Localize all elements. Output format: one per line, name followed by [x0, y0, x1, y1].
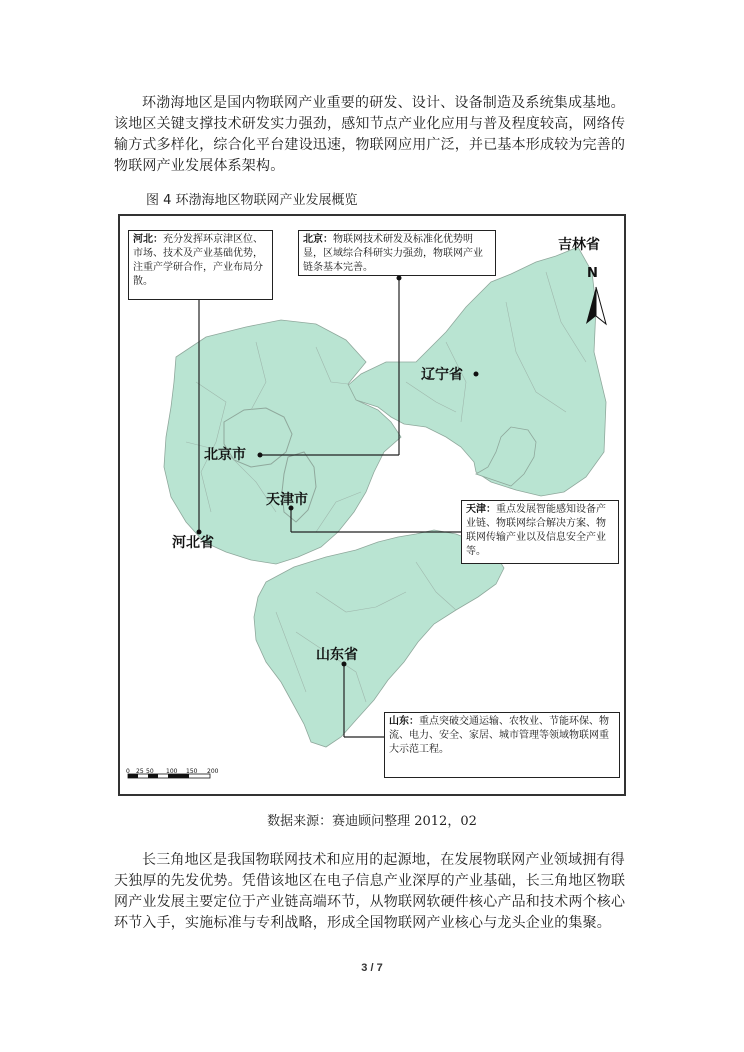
scale-tick: 200: [207, 768, 219, 775]
scale-tick: 25: [136, 768, 144, 775]
callout-hebei-text: 充分发挥环京津区位、市场、技术及产业基础优势，注重产学研合作，产业布局分散。: [133, 234, 263, 287]
label-beijing: 北京市: [204, 447, 246, 463]
callout-tianjin: [461, 500, 619, 564]
callout-beijing: [298, 230, 496, 276]
label-jilin: 吉林省: [558, 237, 600, 253]
scale-tick: 50: [146, 768, 154, 775]
callout-tianjin-head: 天津：: [466, 504, 496, 515]
callout-shandong-head: 山东：: [389, 716, 419, 727]
scale-tick: 100: [166, 768, 178, 775]
label-liaoning: 辽宁省: [421, 367, 463, 383]
callout-tianjin-text: 重点发展智能感知设备产业链、物联网综合解决方案、物联网传输产业以及信息安全产业等。: [466, 504, 606, 557]
callout-shandong-text: 重点突破交通运输、农牧业、节能环保、物流、电力、安全、家居、城市管理等领域物联网重大示范工程。: [389, 716, 609, 755]
map-figure: [116, 212, 630, 800]
data-source: 数据来源：赛迪顾问整理 2012，02: [267, 814, 477, 829]
figure-caption: 图 4 环渤海地区物联网产业发展概览: [146, 193, 358, 208]
callout-hebei: [128, 230, 273, 300]
label-tianjin: 天津市: [266, 492, 308, 508]
scale-tick: 150: [186, 768, 198, 775]
callout-hebei-head: 河北：: [133, 234, 163, 245]
north-label: N: [587, 266, 598, 281]
page-number: 3 / 7: [361, 962, 383, 974]
label-shandong: 山东省: [316, 647, 358, 663]
intro-paragraph: 环渤海地区是国内物联网产业重要的研发、设计、设备制造及系统集成基地。该地区关键支撑技术研发实力强劲，感知节点产业化应用与普及程度较高，网络传输方式多样化，综合化平台建设迅速，物联网应用广泛，并已基本形成较为完善的物联网产业发展体系架构。: [114, 95, 626, 174]
callout-beijing-text: 物联网技术研发及标准化优势明显，区域综合科研实力强劲，物联网产业链条基本完善。: [303, 234, 483, 273]
callout-beijing-head: 北京：: [303, 234, 333, 245]
label-hebei: 河北省: [172, 535, 214, 551]
scale-tick: 0: [126, 768, 130, 775]
yangtze-paragraph: 长三角地区是我国物联网技术和应用的起源地，在发展物联网产业领域拥有得天独厚的先发优势。凭借该地区在电子信息产业深厚的产业基础，长三角地区物联网产业发展主要定位于产业链高端环节，从物联网软硬件核心产品和技术两个核心环节入手，实施标准与专利战略，形成全国物联网产业核心与龙头企业的集聚。: [114, 852, 626, 931]
callout-shandong: [384, 712, 620, 778]
